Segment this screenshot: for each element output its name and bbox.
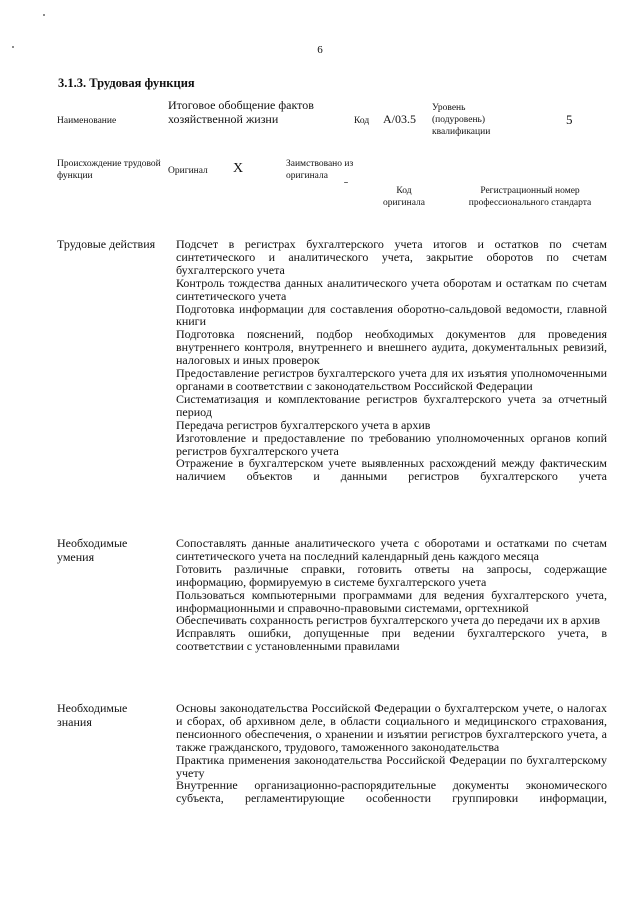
list-item: Контроль тождества данных аналитического учета оборотам и остаткам по счетам синтетического учета <box>176 275 607 303</box>
required-skills-list <box>176 537 607 653</box>
list-item: Отражение в бухгалтерском учете выявленных расхождений между фактическим наличием объектов и данными регистров бухгалтерского учета <box>176 456 607 484</box>
name-label: Наименование <box>57 116 117 126</box>
list-item: Пользоваться компьютерными программами для ведения бухгалтерского учета, информационными и справочно-правовыми системами, оргтехникой <box>176 587 607 615</box>
labor-actions-list <box>176 238 607 483</box>
labor-actions-label: Трудовые действия <box>57 237 156 251</box>
list-item: Подготовка пояснений, подбор необходимых документов для проведения внутреннего контроля, внутреннего и внешнего аудита, документальных ревизий, налоговых и иных проверок <box>176 327 607 368</box>
list-item: Исправлять ошибки, допущенные при ведении бухгалтерского учета, в соответствии с установленными правилами <box>176 626 607 654</box>
list-item: Сопоставлять данные аналитического учета с оборотами и остатками по счетам синтетического учета на последний календарный день каждого месяца <box>176 536 607 563</box>
list-item: Систематизация и комплектование регистров бухгалтерского учета за отчетный период <box>176 391 607 419</box>
required-knowledge-label: Необходимые знания <box>57 701 128 729</box>
scan-speck <box>43 14 45 16</box>
level-label: Уровень (подуровень) квалификации <box>432 103 491 137</box>
list-item: Основы законодательства Российской Федерации о бухгалтерском учете, о налогах и сборах, об архивном деле, в области социального и медицинского страхования, пенсионного обеспечения, о хранении и изъятии регистров бухгалтерского учета, а также гражданского, трудового, таможенного законодательства <box>176 701 607 754</box>
list-item: Практика применения законодательства Российской Федерации по бухгалтерскому учету <box>176 752 607 780</box>
list-item: Изготовление и предоставление по требованию уполномоченных органов копий регистров бухгалтерского учета <box>176 430 607 458</box>
scan-speck <box>344 182 348 183</box>
required-knowledge-list <box>176 702 607 805</box>
registration-number-label: Регистрационный номер профессионального стандарта <box>468 186 592 208</box>
origin-label: Происхождение трудовой функции <box>57 159 161 181</box>
list-item: Подготовка информации для составления оборотно-сальдовой ведомости, главной книги <box>176 301 607 329</box>
section-title: 3.1.3. Трудовая функция <box>58 76 195 90</box>
original-check-mark: X <box>233 161 244 176</box>
list-item: Подсчет в регистрах бухгалтерского учета итогов и остатков по счетам синтетического и аналитического учета, закрытие оборотов по счетам бухгалтерского учета <box>176 237 607 277</box>
function-name: Итоговое обобщение фактов хозяйственной жизни <box>168 98 314 126</box>
code-value: А/03.5 <box>383 112 416 126</box>
original-label: Оригинал <box>168 166 208 176</box>
list-item: Обеспечивать сохранность регистров бухгалтерского учета до передачи их в архив <box>176 613 601 628</box>
list-item: Внутренние организационно-распорядительные документы экономического субъекта, регламентирующие особенности группировки информации, <box>176 778 607 806</box>
level-value: 5 <box>566 112 573 127</box>
required-skills-label: Необходимые умения <box>57 536 128 564</box>
borrowed-label: Заимствовано из оригинала <box>286 159 354 181</box>
list-item: Предоставление регистров бухгалтерского учета для их изъятия уполномоченными органами в соответствии с законодательством Российской Федерации <box>176 366 607 393</box>
list-item: Передача регистров бухгалтерского учета в архив <box>176 417 431 432</box>
code-label: Код <box>354 116 370 126</box>
page-number: 6 <box>317 44 323 56</box>
list-item: Готовить различные справки, готовить ответы на запросы, содержащие информацию, формируемую в системе бухгалтерского учета <box>176 561 607 589</box>
original-code-label: Код оригинала <box>383 186 425 208</box>
